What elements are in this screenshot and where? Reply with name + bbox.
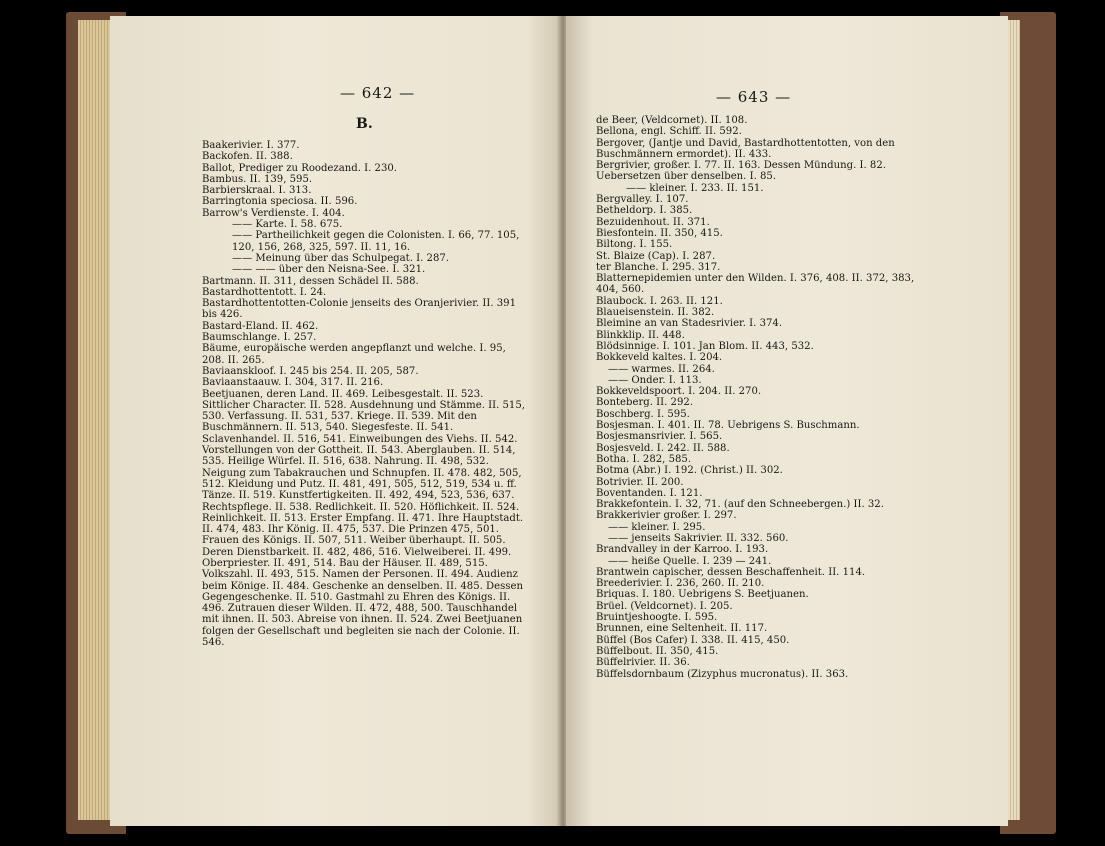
index-entry: Büffelrivier. II. 36.	[596, 657, 690, 669]
index-entry: Biesfontein. II. 350, 415.	[596, 227, 723, 239]
index-entry: Baumschlange. I. 257.	[202, 332, 317, 344]
index-entry: Bäume, europäische werden angepflanzt und welche. I. 95, 208. II. 265.	[202, 343, 506, 366]
index-entry: Bergrivier, großer. I. 77. II. 163. Dessen Mündung. I. 82. Uebersetzen über denselben. I. 85.	[596, 160, 886, 183]
index-entry: Boschberg. I. 595.	[596, 408, 690, 420]
index-entry: Botha. I. 282, 585.	[596, 453, 692, 465]
index-entry: Bleimine an van Stadesrivier. I. 374.	[596, 318, 783, 330]
index-column-right	[596, 115, 932, 680]
index-entry: Botrivier. II. 200.	[596, 476, 684, 488]
section-heading-b: B.	[356, 116, 373, 132]
index-entry: —— jenseits Sakrivier. II. 332. 560.	[608, 532, 789, 544]
index-entry: Baakerivier. I. 377.	[202, 140, 300, 151]
index-entry: Bergover, (Jantje und David, Bastardhottentotten, von den Buschmännern ermordet). II. 433.	[596, 137, 895, 160]
index-entry: Büffelsdornbaum (Zizyphus mucronatus). II. 363.	[596, 668, 849, 680]
index-entry: Brakkerivier großer. I. 297.	[596, 510, 737, 522]
index-entry: Bastardhottentotten-Colonie jenseits des Oranjerivier. II. 391 bis 426.	[202, 298, 517, 321]
index-entry: Bezuidenhout. II. 371.	[596, 216, 710, 228]
index-entry: Beetjuanen, deren Land. II. 469. Leibesgestalt. II. 523. Sittlicher Character. II. 528. Ausdehnung und Stämme. II. 515, 530. Verfassung. II. 531, 537. Kriege. II. 539. Mit den Buschmännern. II. 513, 540. Siegesfeste. II. 541. Sclavenhandel. II. 516, 541. Einweibungen des Viehs. II. 542. Vorstellungen von der Gottheit. II. 543. Aberglauben. II. 514, 535. Heilige Würfel. II. 516, 638. Nahrung. II. 498, 532. Neigung zum Tabakrauchen und Schnupfen. II. 478. 482, 505, 512. Kleidung und Putz. II. 481, 491, 505, 512, 519, 534 u. ff. Tänze. II. 519. Kunstfertigkeiten. II. 492, 494, 523, 536, 637. Rechtspflege. II. 538. Redlichkeit. II. 520. Höflichkeit. II. 524. Reinlichkeit. II. 513. Erster Empfang. II. 471. Ihre Hauptstadt. II. 474, 483. Ihr König. II. 475, 537. Die Prinzen 475, 501. Frauen des Königs. II. 507, 511. Weiber überhaupt. II. 505. Deren Dienstbarkeit. II. 482, 486, 516. Vielweiberei. II. 499. Oberpriester. II. 491, 514. Bau der Häuser. II. 489, 515. Volkszahl. II. 493, 515. Namen der Personen. II. 494. Audienz beim Könige. II. 484. Geschenke an denselben. II. 485. Dessen Gegengeschenke. II. 510. Gastmahl zu Ehren des Königs. II. 496. Zutrauen dieser Wilden. II. 472, 488, 500. Tauschhandel mit ihnen. II. 503. Abreise von ihnen. II. 524. Zwei Beetjuanen folgen der Gesellschaft und begleiten sie nach der Colonie. II. 546.	[202, 388, 525, 649]
index-entry: Barbierskraal. I. 313.	[202, 185, 312, 197]
index-entry: Bokkeveld kaltes. I. 204.	[596, 352, 723, 364]
index-entry: Bergvalley. I. 107.	[596, 194, 689, 206]
index-entry: Brüel. (Veldcornet). I. 205.	[596, 600, 733, 612]
index-entry: Bosjesman. I. 401. II. 78. Uebrigens S. Buschmann.	[596, 420, 860, 432]
index-entry: Blaueisenstein. II. 382.	[596, 307, 715, 319]
index-entry: Bellona, engl. Schiff. II. 592.	[596, 126, 742, 138]
index-entry: Backofen. II. 388.	[202, 151, 293, 163]
index-entry: —— Karte. I. 58. 675.	[232, 219, 343, 231]
index-entry: Bartmann. II. 311, dessen Schädel II. 588.	[202, 275, 419, 287]
index-entry: Blinkklip. II. 448.	[596, 329, 685, 341]
index-entry: Barringtonia speciosa. II. 596.	[202, 196, 358, 208]
index-entry: Ballot, Prediger zu Roodezand. I. 230.	[202, 162, 397, 174]
index-entry: Barrow's Verdienste. I. 404.	[202, 207, 345, 219]
index-entry: —— Partheilichkeit gegen die Colonisten. I. 66, 77. 105, 120, 156, 268, 325, 597. II. 11, 16.	[232, 230, 520, 253]
index-entry: Blatternepidemien unter den Wilden. I. 376, 408. II. 372, 383, 404, 560.	[596, 273, 915, 296]
index-entry: Büffel (Bos Cafer) I. 338. II. 415, 450.	[596, 634, 790, 646]
index-entry: Bastard-Eland. II. 462.	[202, 320, 319, 332]
index-entry: Brantwein capischer, dessen Beschaffenheit. II. 114.	[596, 566, 866, 578]
page-number-right: — 643 —	[716, 88, 792, 106]
index-entry: Briquas. I. 180. Uebrigens S. Beetjuanen.	[596, 589, 809, 601]
index-entry: —— kleiner. I. 295.	[608, 521, 706, 533]
index-entry: Blaubock. I. 263. II. 121.	[596, 295, 723, 307]
index-entry: Bosjesveld. I. 242. II. 588.	[596, 442, 730, 454]
page-edges-left	[78, 20, 114, 820]
index-entry: Baviaanskloof. I. 245 bis 254. II. 205, 587.	[202, 365, 419, 377]
index-entry: Bosjesmansrivier. I. 565.	[596, 431, 723, 443]
index-entry: Brandvalley in der Karroo. I. 193.	[596, 544, 769, 556]
index-entry: Breederivier. I. 236, 260. II. 210.	[596, 578, 765, 590]
index-entry: —— kleiner. I. 233. II. 151.	[626, 182, 764, 194]
index-entry: —— —— über den Neisna-See. I. 321.	[232, 264, 426, 276]
index-entry: Biltong. I. 155.	[596, 239, 673, 251]
index-entry: St. Blaize (Cap). I. 287.	[596, 250, 716, 262]
index-entry: Bruintjeshoogte. I. 595.	[596, 612, 718, 624]
page-number-left: — 642 —	[340, 84, 416, 102]
index-entry: Baviaanstaauw. I. 304, 317. II. 216.	[202, 377, 384, 389]
index-entry: Betheldorp. I. 385.	[596, 205, 693, 217]
index-entry: —— Onder. I. 113.	[608, 374, 702, 386]
index-entry: ter Blanche. I. 295. 317.	[596, 261, 721, 273]
index-entry: Bambus. II. 139, 595.	[202, 173, 313, 185]
index-entry: —— Meinung über das Schulpegat. I. 287.	[232, 252, 450, 264]
index-entry: Botma (Abr.) I. 192. (Christ.) II. 302.	[596, 465, 783, 477]
index-entry: Bonteberg. II. 292.	[596, 397, 694, 409]
left-page	[110, 16, 562, 826]
index-entry: de Beer, (Veldcornet). II. 108.	[596, 115, 748, 126]
index-entry: Blödsinnige. I. 101. Jan Blom. II. 443, 532.	[596, 340, 814, 352]
index-entry: Bastardhottentott. I. 24.	[202, 286, 327, 298]
index-entry: Brakkefontein. I. 32, 71. (auf den Schneebergen.) II. 32.	[596, 499, 884, 511]
index-entry: —— warmes. II. 264.	[608, 363, 715, 375]
index-column-left	[202, 140, 526, 648]
index-entry: Bokkeveldspoort. I. 204. II. 270.	[596, 386, 762, 398]
index-entry: Büffelbout. II. 350, 415.	[596, 645, 719, 657]
index-entry: Brunnen, eine Seltenheit. II. 117.	[596, 623, 768, 635]
right-page	[566, 16, 1008, 826]
index-entry: Boventanden. I. 121.	[596, 487, 703, 499]
index-entry: —— heiße Quelle. I. 239 — 241.	[608, 555, 772, 567]
